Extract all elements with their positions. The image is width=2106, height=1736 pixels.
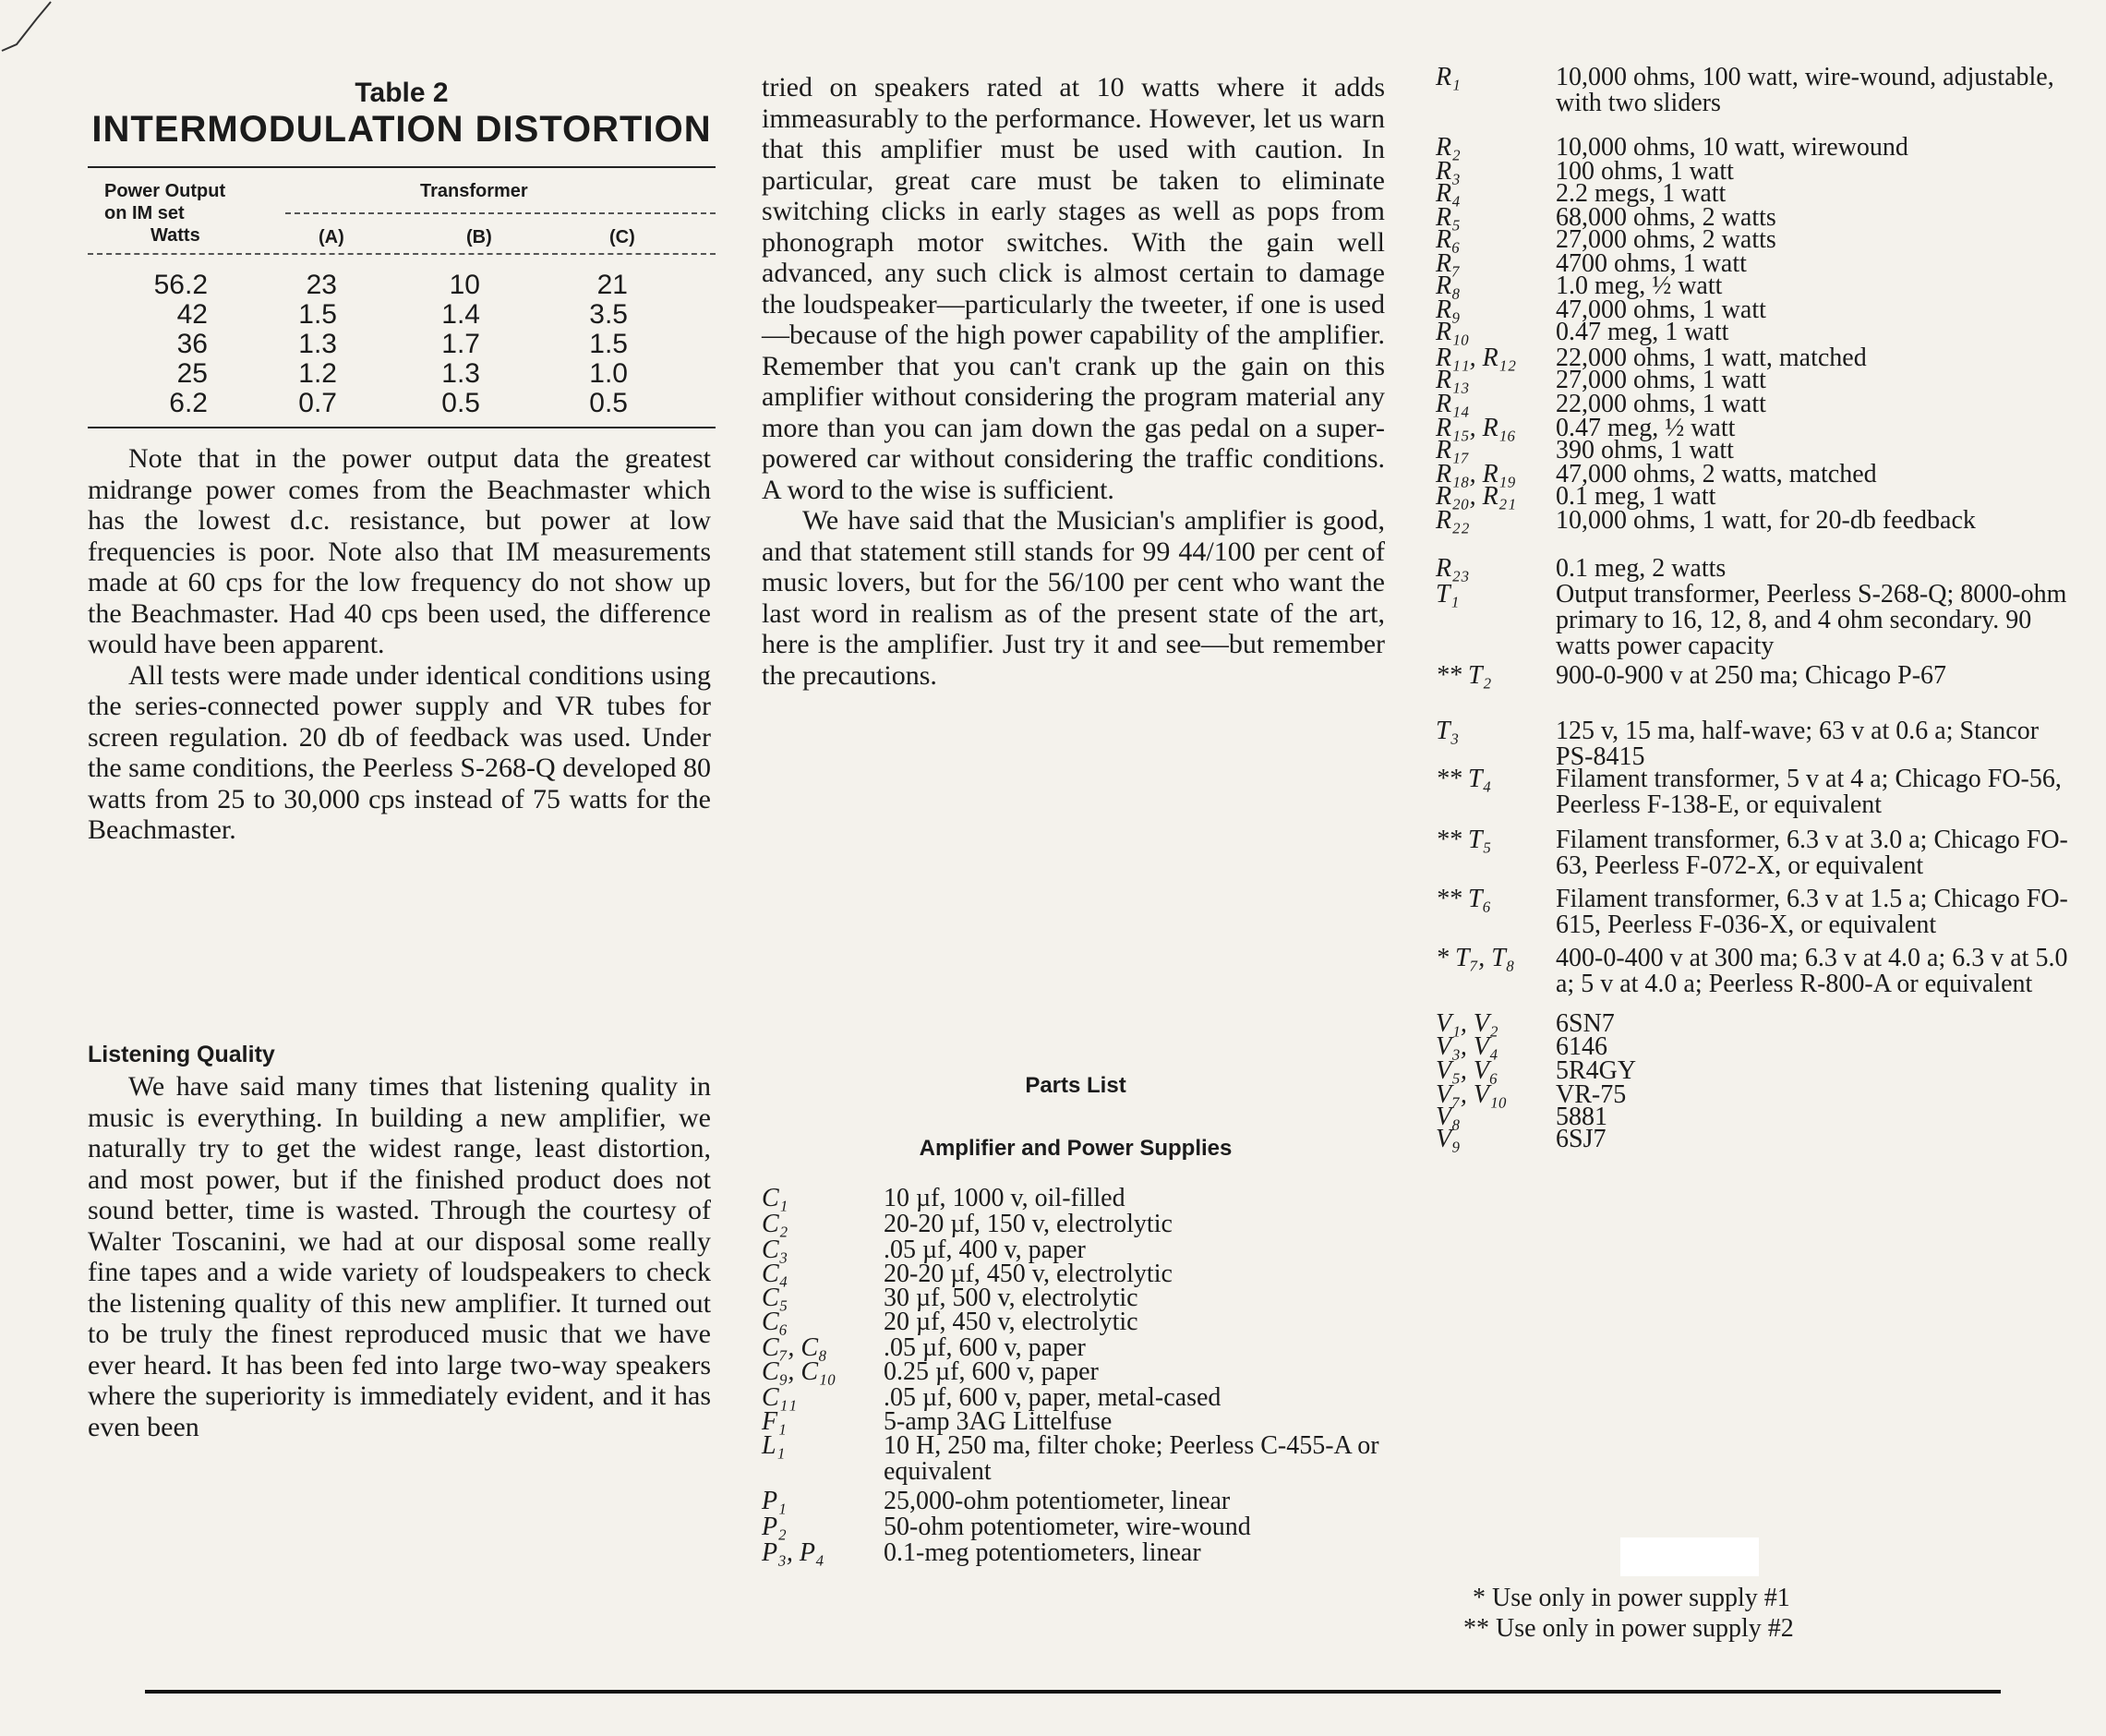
- part-symbol: R₁₇: [1436, 436, 1470, 464]
- part-symbol: R₁₅, R₁₆: [1436, 414, 1517, 442]
- header-power-2: on IM set: [104, 203, 185, 223]
- part-description: 22,000 ohms, 1 watt: [1556, 390, 1766, 418]
- table-cell: 21: [596, 270, 628, 300]
- part-description: 0.47 meg, 1 watt: [1556, 318, 1729, 346]
- table-cell: 0.7: [298, 388, 337, 418]
- footnote-single: * Use only in power supply #1: [1473, 1584, 1790, 1612]
- table-cell: 1.5: [589, 329, 628, 359]
- part-symbol: V₁, V₂: [1436, 1009, 1498, 1038]
- table-cell: 3.5: [589, 299, 628, 330]
- part-description: 6SN7: [1556, 1009, 1615, 1038]
- table-cell: 0.5: [589, 388, 628, 418]
- part-symbol: R₆: [1436, 225, 1461, 254]
- part-symbol: ** T₆: [1436, 885, 1492, 913]
- part-symbol: C₁: [762, 1184, 788, 1212]
- table-cell: 1.3: [441, 358, 480, 389]
- part-symbol: L₁: [762, 1431, 786, 1460]
- part-symbol: ** T₄: [1436, 765, 1492, 793]
- part-symbol: R₁₈, R₁₉: [1436, 460, 1517, 488]
- part-description: 10,000 ohms, 10 watt, wirewound: [1556, 133, 1908, 162]
- part-symbol: ** T₂: [1436, 661, 1492, 690]
- col1-text-block: [88, 443, 711, 846]
- part-symbol: C₄: [762, 1260, 788, 1288]
- page-bottom-rule: [145, 1690, 2001, 1694]
- part-symbol: C₃: [762, 1236, 788, 1264]
- parts-list-title: Parts List: [1025, 1073, 1126, 1098]
- part-description: .05 µf, 600 v, paper, metal-cased: [884, 1383, 1221, 1412]
- header-transformer: Transformer: [420, 181, 528, 201]
- table-cell: 36: [176, 329, 208, 359]
- part-description: 10,000 ohms, 100 watt, wire-wound, adjustable, with two sliders: [1556, 63, 2054, 117]
- part-symbol: P₂: [762, 1513, 787, 1541]
- table-cell: 6.2: [169, 388, 208, 418]
- part-description: 390 ohms, 1 watt: [1556, 436, 1734, 464]
- part-description: 27,000 ohms, 2 watts: [1556, 225, 1776, 254]
- part-description: 47,000 ohms, 2 watts, matched: [1556, 460, 1877, 488]
- table-cell: 25: [176, 358, 208, 389]
- part-symbol: R₂₂: [1436, 506, 1470, 535]
- part-symbol: C₉, C₁₀: [762, 1357, 836, 1386]
- part-symbol: R₁₄: [1436, 390, 1470, 418]
- part-description: Filament transformer, 6.3 v at 3.0 a; Chicago FO-63, Peerless F-072-X, or equivalent: [1556, 826, 2068, 880]
- part-description: 25,000-ohm potentiometer, linear: [884, 1487, 1231, 1515]
- part-description: 20-20 µf, 150 v, electrolytic: [884, 1210, 1173, 1238]
- header-divider: [285, 212, 716, 214]
- header-power-3: Watts: [150, 225, 200, 246]
- table-cell: 1.4: [441, 299, 480, 330]
- part-description: 5R4GY: [1556, 1056, 1637, 1085]
- table-cell: 1.5: [298, 299, 337, 330]
- corner-scribble: [0, 0, 65, 65]
- part-description: 125 v, 15 ma, half-wave; 63 v at 0.6 a; Stancor PS-8415: [1556, 717, 2040, 771]
- col-header-c: (C): [609, 227, 635, 247]
- table-bottom-rule: [88, 427, 716, 428]
- part-symbol: R₁₁, R₁₂: [1436, 344, 1517, 372]
- part-symbol: R₅: [1436, 203, 1461, 232]
- part-description: 10,000 ohms, 1 watt, for 20-db feedback: [1556, 506, 1976, 535]
- part-description: VR-75: [1556, 1080, 1627, 1109]
- part-symbol: V₃, V₄: [1436, 1032, 1498, 1061]
- footnote-double: ** Use only in power supply #2: [1463, 1614, 1794, 1643]
- table-cell: 1.3: [298, 329, 337, 359]
- parts-list-subtitle: Amplifier and Power Supplies: [919, 1136, 1233, 1161]
- part-description: 100 ohms, 1 watt: [1556, 157, 1734, 186]
- part-description: 0.1 meg, 1 watt: [1556, 482, 1716, 511]
- part-description: 10 H, 250 ma, filter choke; Peerless C-455-A or equivalent: [884, 1431, 1379, 1486]
- part-description: 6SJ7: [1556, 1125, 1607, 1153]
- part-symbol: R₂₃: [1436, 554, 1470, 583]
- paragraph-musicians: We have said that the Musician's amplifier is good, and that statement still stands for 99 44/100 per cent of music lovers, but for the 56/100 per cent who want the last word in realism as of the present state of the art, here is the amplifier. Just try it and see—but remember the precautions.: [762, 505, 1385, 691]
- part-symbol: R₂: [1436, 133, 1461, 162]
- col-header-a: (A): [319, 227, 344, 247]
- part-description: 0.47 meg, ½ watt: [1556, 414, 1736, 442]
- part-symbol: P₁: [762, 1487, 787, 1515]
- part-description: 1.0 meg, ½ watt: [1556, 271, 1723, 300]
- part-description: 6146: [1556, 1032, 1607, 1061]
- part-description: 27,000 ohms, 1 watt: [1556, 366, 1766, 394]
- part-description: 0.1-meg potentiometers, linear: [884, 1538, 1201, 1567]
- part-symbol: V₈: [1436, 1103, 1461, 1131]
- part-symbol: * T₇, T₈: [1436, 944, 1515, 972]
- part-symbol: C₂: [762, 1210, 788, 1238]
- table-cell: 56.2: [153, 270, 208, 300]
- table-label: Table 2: [355, 78, 449, 108]
- table-title: INTERMODULATION DISTORTION: [91, 109, 712, 150]
- part-description: 2.2 megs, 1 watt: [1556, 179, 1727, 208]
- part-description: 68,000 ohms, 2 watts: [1556, 203, 1776, 232]
- part-symbol: T₁: [1436, 580, 1460, 609]
- part-symbol: P₃, P₄: [762, 1538, 824, 1567]
- part-symbol: C₁₁: [762, 1383, 798, 1412]
- part-description: 30 µf, 500 v, electrolytic: [884, 1284, 1138, 1312]
- part-description: 22,000 ohms, 1 watt, matched: [1556, 344, 1867, 372]
- part-symbol: R₄: [1436, 179, 1461, 208]
- table-cell: 23: [306, 270, 337, 300]
- part-description: 0.25 µf, 600 v, paper: [884, 1357, 1099, 1386]
- table-top-rule: [88, 166, 716, 168]
- part-description: 20 µf, 450 v, electrolytic: [884, 1308, 1138, 1336]
- part-symbol: R₉: [1436, 295, 1461, 324]
- part-description: 4700 ohms, 1 watt: [1556, 249, 1747, 278]
- part-description: 5881: [1556, 1103, 1607, 1131]
- part-description: Output transformer, Peerless S-268-Q; 8000-ohm primary to 16, 12, 8, and 4 ohm secondary. 90 watts power capacity: [1556, 580, 2067, 660]
- part-symbol: R₂₀, R₂₁: [1436, 482, 1517, 511]
- part-description: 10 µf, 1000 v, oil-filled: [884, 1184, 1125, 1212]
- part-symbol: T₃: [1436, 717, 1460, 745]
- part-description: 5-amp 3AG Littelfuse: [884, 1407, 1113, 1436]
- col1-text-block-2: [88, 1071, 711, 1442]
- white-patch: [1620, 1537, 1759, 1576]
- part-description: 47,000 ohms, 1 watt: [1556, 295, 1766, 324]
- col2-text-block: [762, 72, 1385, 691]
- part-symbol: F₁: [762, 1407, 787, 1436]
- table-cell: 0.5: [441, 388, 480, 418]
- part-description: 900-0-900 v at 250 ma; Chicago P-67: [1556, 661, 1947, 690]
- part-symbol: R₇: [1436, 249, 1461, 278]
- part-symbol: C₅: [762, 1284, 788, 1312]
- part-symbol: V₉: [1436, 1125, 1461, 1153]
- part-symbol: ** T₅: [1436, 826, 1492, 854]
- part-description: .05 µf, 600 v, paper: [884, 1333, 1086, 1362]
- part-description: 20-20 µf, 450 v, electrolytic: [884, 1260, 1173, 1288]
- part-symbol: C₇, C₈: [762, 1333, 827, 1362]
- table-cell: 1.2: [298, 358, 337, 389]
- table-cell: 10: [449, 270, 480, 300]
- part-symbol: R₁₀: [1436, 318, 1470, 346]
- part-description: Filament transformer, 6.3 v at 1.5 a; Chicago FO-615, Peerless F-036-X, or equivalent: [1556, 885, 2068, 939]
- table-cell: 1.7: [441, 329, 480, 359]
- part-description: 0.1 meg, 2 watts: [1556, 554, 1727, 583]
- paragraph-tests: All tests were made under identical conditions using the series-connected power supply and VR tubes for screen regulation. 20 db of feedback was used. Under the same conditions, the Peerless S-268-Q developed 80 watts from 25 to 30,000 cps instead of 75 watts for the Beachmaster.: [88, 659, 711, 845]
- part-symbol: R₁₃: [1436, 366, 1470, 394]
- part-description: .05 µf, 400 v, paper: [884, 1236, 1086, 1264]
- part-symbol: V₅, V₆: [1436, 1056, 1498, 1085]
- part-description: Filament transformer, 5 v at 4 a; Chicago FO-56, Peerless F-138-E, or equivalent: [1556, 765, 2062, 819]
- table-cell: 42: [176, 299, 208, 330]
- part-description: 50-ohm potentiometer, wire-wound: [884, 1513, 1251, 1541]
- part-description: 400-0-400 v at 300 ma; 6.3 v at 4.0 a; 6.3 v at 5.0 a; 5 v at 4.0 a; Peerless R-800-A or equivalent: [1556, 944, 2068, 998]
- header-bottom-rule: [88, 253, 716, 255]
- paragraph-note: Note that in the power output data the greatest midrange power comes from the Beachmaster which has the lowest d.c. resistance, but power at low frequencies is poor. Note also that IM measurements made at 60 cps for the low frequency do not show up the Beachmaster. Had 40 cps been used, the difference would have been apparent.: [88, 443, 711, 659]
- table-cell: 1.0: [589, 358, 628, 389]
- section-heading: Listening Quality: [88, 1042, 275, 1067]
- part-symbol: V₇, V₁₀: [1436, 1080, 1508, 1109]
- header-power-1: Power Output: [104, 181, 226, 201]
- part-symbol: R₁: [1436, 63, 1461, 91]
- col-header-b: (B): [466, 227, 492, 247]
- paragraph-continuation: tried on speakers rated at 10 watts where it adds immeasurably to the performance. However, let us warn that this amplifier must be used with caution. In particular, great care must be taken to eliminate switching clicks in early stages as well as pops from phonograph motor switches. With the gain well advanced, any such click is almost certain to damage the loudspeaker—particularly the tweeter, if one is used—because of the high power capability of the amplifier. Remember that you can't crank up the gain on this amplifier without considering the program material any more than you can jam down the gas pedal on a super-powered car without considering the traffic conditions. A word to the wise is sufficient.: [762, 72, 1385, 505]
- part-symbol: R₈: [1436, 271, 1461, 300]
- paragraph-listening: We have said many times that listening quality in music is everything. In building a new amplifier, we naturally try to get the widest range, least distortion, and most power, but if the finished product does not sound better, time is wasted. Through the courtesy of Walter Toscanini, we had at our disposal some really fine tapes and a wide variety of loudspeakers to check the listening quality of this new amplifier. It turned out to be truly the finest reproduced music that we have ever heard. It has been fed into large two-way speakers where the superiority is immediately evident, and it has even been: [88, 1071, 711, 1442]
- part-symbol: C₆: [762, 1308, 788, 1336]
- part-symbol: R₃: [1436, 157, 1461, 186]
